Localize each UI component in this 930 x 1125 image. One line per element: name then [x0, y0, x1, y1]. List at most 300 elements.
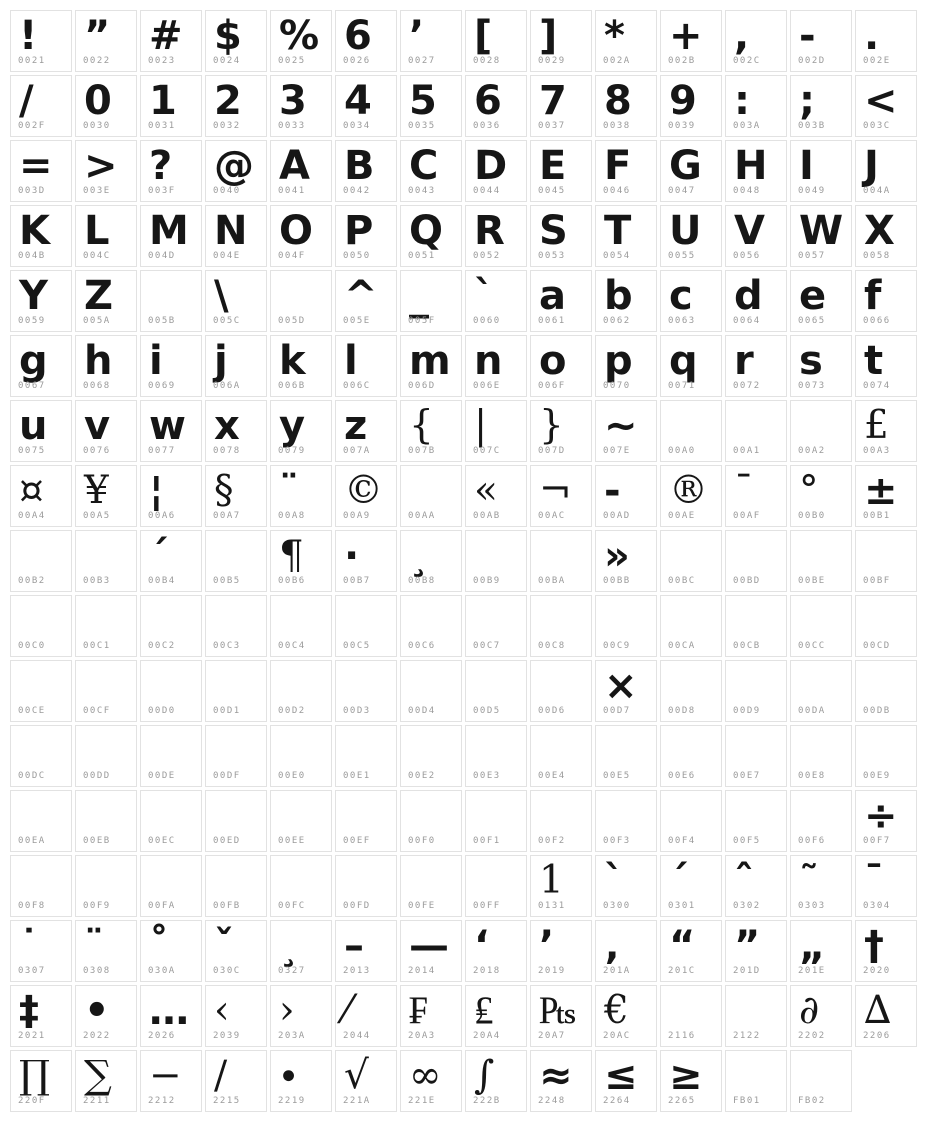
codepoint-label: 2212 [148, 1096, 176, 1106]
glyph-cell[interactable] [140, 985, 202, 1047]
glyph-cell[interactable] [530, 855, 592, 917]
glyph-cell[interactable] [400, 1050, 462, 1112]
glyph-cell[interactable] [75, 10, 137, 72]
glyph-cell[interactable] [465, 270, 527, 332]
glyph: * [604, 13, 624, 59]
glyph-cell[interactable] [205, 140, 267, 202]
codepoint-label: 2248 [538, 1096, 566, 1106]
glyph: 1 [149, 78, 176, 124]
glyph-cell[interactable] [335, 1050, 397, 1112]
glyph-cell[interactable] [205, 595, 267, 657]
glyph-cell[interactable] [855, 465, 917, 527]
glyph-cell[interactable] [530, 270, 592, 332]
glyph-cell[interactable] [205, 530, 267, 592]
glyph: 6 [474, 78, 501, 124]
glyph: % [279, 13, 319, 59]
glyph: 3 [279, 78, 306, 124]
glyph-cell[interactable] [855, 725, 917, 787]
glyph-cell[interactable] [595, 855, 657, 917]
glyph-cell[interactable] [725, 530, 787, 592]
glyph: q [669, 338, 697, 384]
glyph-cell[interactable] [335, 10, 397, 72]
glyph: ” [84, 13, 110, 59]
glyph-cell[interactable] [855, 595, 917, 657]
glyph-cell[interactable] [270, 855, 332, 917]
glyph-cell[interactable] [205, 465, 267, 527]
glyph-cell[interactable] [10, 1050, 72, 1112]
glyph-cell[interactable] [335, 140, 397, 202]
glyph-cell[interactable] [270, 595, 332, 657]
glyph-cell[interactable] [790, 75, 852, 137]
glyph-cell[interactable] [140, 140, 202, 202]
glyph-cell[interactable] [790, 725, 852, 787]
glyph: . [864, 13, 879, 59]
glyph-cell[interactable] [75, 335, 137, 397]
glyph-cell[interactable] [10, 400, 72, 462]
glyph-cell[interactable] [465, 400, 527, 462]
glyph-cell[interactable] [660, 465, 722, 527]
glyph-cell[interactable] [465, 790, 527, 852]
glyph-cell[interactable] [10, 725, 72, 787]
codepoint-label: 0051 [408, 251, 436, 261]
glyph-cell[interactable] [660, 595, 722, 657]
codepoint-label: 00DE [148, 771, 176, 781]
glyph-cell[interactable] [790, 595, 852, 657]
codepoint-label: 00CF [83, 706, 111, 716]
glyph-cell[interactable] [595, 985, 657, 1047]
glyph-cell[interactable] [205, 660, 267, 722]
glyph: ‘ [474, 923, 489, 969]
codepoint-label: 0327 [278, 966, 306, 976]
glyph-cell[interactable] [530, 400, 592, 462]
glyph-cell[interactable] [270, 75, 332, 137]
codepoint-label: 003D [18, 186, 46, 196]
glyph-cell[interactable] [335, 75, 397, 137]
codepoint-label: 0033 [278, 121, 306, 131]
glyph-cell[interactable] [75, 595, 137, 657]
glyph-cell[interactable] [725, 985, 787, 1047]
glyph-cell[interactable] [205, 790, 267, 852]
glyph-cell[interactable] [530, 465, 592, 527]
glyph-cell[interactable] [595, 400, 657, 462]
glyph-cell[interactable] [465, 205, 527, 267]
codepoint-label: 0303 [798, 901, 826, 911]
glyph-cell[interactable] [205, 1050, 267, 1112]
glyph-cell[interactable] [140, 400, 202, 462]
glyph-cell[interactable] [140, 855, 202, 917]
glyph-cell[interactable] [335, 920, 397, 982]
glyph-cell[interactable] [400, 595, 462, 657]
codepoint-label: 030A [148, 966, 176, 976]
glyph-cell[interactable] [660, 660, 722, 722]
glyph-cell[interactable] [855, 270, 917, 332]
glyph-cell[interactable] [270, 465, 332, 527]
glyph-cell[interactable] [270, 920, 332, 982]
glyph-cell[interactable] [725, 140, 787, 202]
glyph-cell[interactable] [530, 140, 592, 202]
glyph-cell[interactable] [855, 335, 917, 397]
glyph-cell[interactable] [595, 1050, 657, 1112]
glyph-cell[interactable] [400, 10, 462, 72]
glyph-cell[interactable] [75, 985, 137, 1047]
glyph-cell[interactable] [205, 725, 267, 787]
glyph-cell[interactable] [725, 465, 787, 527]
glyph: - [799, 13, 815, 59]
glyph-cell[interactable] [205, 205, 267, 267]
glyph-cell[interactable] [140, 10, 202, 72]
glyph-cell[interactable] [205, 10, 267, 72]
glyph-cell[interactable] [400, 790, 462, 852]
glyph: ∕ [214, 1053, 228, 1098]
glyph-cell[interactable] [205, 985, 267, 1047]
glyph-cell[interactable] [400, 335, 462, 397]
glyph-cell[interactable] [10, 140, 72, 202]
glyph-cell[interactable] [270, 725, 332, 787]
codepoint-label: 0046 [603, 186, 631, 196]
glyph-cell[interactable] [335, 855, 397, 917]
glyph: „ [799, 923, 825, 969]
glyph: z [344, 403, 367, 449]
glyph-cell[interactable] [465, 10, 527, 72]
glyph: @ [214, 143, 253, 189]
glyph-cell[interactable] [660, 920, 722, 982]
glyph-cell[interactable] [10, 790, 72, 852]
glyph-cell[interactable] [660, 1050, 722, 1112]
glyph-cell[interactable] [270, 1050, 332, 1112]
glyph-cell[interactable] [790, 790, 852, 852]
glyph-cell[interactable] [10, 855, 72, 917]
glyph-cell[interactable] [10, 75, 72, 137]
glyph-cell[interactable] [400, 465, 462, 527]
glyph-cell[interactable] [725, 270, 787, 332]
glyph-cell[interactable] [595, 205, 657, 267]
glyph-cell[interactable] [270, 140, 332, 202]
glyph-cell[interactable] [530, 1050, 592, 1112]
glyph-cell[interactable] [465, 1050, 527, 1112]
glyph-cell[interactable] [465, 595, 527, 657]
glyph-cell[interactable] [400, 140, 462, 202]
glyph-cell[interactable] [10, 465, 72, 527]
glyph-cell[interactable] [75, 75, 137, 137]
glyph-cell[interactable] [530, 205, 592, 267]
glyph-cell[interactable] [140, 270, 202, 332]
glyph-cell[interactable] [270, 530, 332, 592]
glyph-cell[interactable] [790, 465, 852, 527]
glyph-cell[interactable] [10, 335, 72, 397]
glyph-cell[interactable] [10, 920, 72, 982]
glyph-cell[interactable] [140, 725, 202, 787]
glyph-cell[interactable] [595, 335, 657, 397]
codepoint-label: FB02 [798, 1096, 826, 1106]
glyph-cell[interactable] [465, 465, 527, 527]
glyph-cell[interactable] [790, 205, 852, 267]
glyph-cell[interactable] [660, 335, 722, 397]
glyph-cell[interactable] [530, 335, 592, 397]
glyph-cell[interactable] [530, 660, 592, 722]
glyph-cell[interactable] [660, 10, 722, 72]
glyph-cell[interactable] [140, 465, 202, 527]
glyph-cell[interactable] [335, 400, 397, 462]
codepoint-label: 2014 [408, 966, 436, 976]
glyph: s [799, 338, 822, 384]
codepoint-label: 006A [213, 381, 241, 391]
glyph-cell[interactable] [725, 205, 787, 267]
glyph-cell[interactable] [140, 205, 202, 267]
glyph-cell[interactable] [465, 530, 527, 592]
glyph-cell[interactable] [595, 790, 657, 852]
glyph-cell[interactable] [725, 10, 787, 72]
glyph-cell[interactable] [270, 985, 332, 1047]
glyph-cell[interactable] [140, 660, 202, 722]
codepoint-label: 0052 [473, 251, 501, 261]
glyph-cell[interactable] [465, 75, 527, 137]
glyph-cell[interactable] [75, 140, 137, 202]
glyph: ’ [409, 13, 424, 59]
glyph-cell[interactable] [465, 920, 527, 982]
glyph-cell[interactable] [400, 530, 462, 592]
codepoint-label: 0025 [278, 56, 306, 66]
glyph-cell[interactable] [400, 985, 462, 1047]
glyph-cell[interactable] [725, 855, 787, 917]
glyph-cell[interactable] [595, 920, 657, 982]
codepoint-label: 2026 [148, 1031, 176, 1041]
glyph-cell[interactable] [660, 270, 722, 332]
glyph-cell[interactable] [75, 530, 137, 592]
codepoint-label: 005F [408, 316, 436, 326]
glyph-cell[interactable] [10, 10, 72, 72]
glyph: † [864, 923, 883, 969]
glyph-cell[interactable] [660, 725, 722, 787]
codepoint-label: 00E2 [408, 771, 436, 781]
codepoint-label: 002A [603, 56, 631, 66]
glyph: ` [604, 858, 623, 904]
glyph-cell[interactable] [10, 985, 72, 1047]
glyph-cell[interactable] [75, 1050, 137, 1112]
glyph-cell[interactable] [530, 595, 592, 657]
codepoint-label: 00B8 [408, 576, 436, 586]
glyph-cell[interactable] [595, 725, 657, 787]
glyph-cell[interactable] [75, 725, 137, 787]
glyph-cell[interactable] [725, 725, 787, 787]
glyph-cell[interactable] [660, 75, 722, 137]
glyph-cell[interactable] [660, 400, 722, 462]
glyph-cell[interactable] [335, 595, 397, 657]
glyph-cell[interactable] [465, 335, 527, 397]
glyph-cell[interactable] [855, 10, 917, 72]
glyph-cell[interactable] [270, 10, 332, 72]
glyph-cell[interactable] [270, 270, 332, 332]
glyph-cell[interactable] [335, 335, 397, 397]
glyph-cell[interactable] [725, 595, 787, 657]
glyph-cell[interactable] [205, 855, 267, 917]
glyph-cell[interactable] [855, 920, 917, 982]
glyph-cell[interactable] [790, 1050, 852, 1112]
glyph-cell[interactable] [725, 660, 787, 722]
glyph-cell[interactable] [530, 10, 592, 72]
glyph-cell[interactable] [790, 400, 852, 462]
glyph-cell[interactable] [790, 530, 852, 592]
codepoint-label: 00E0 [278, 771, 306, 781]
glyph-cell[interactable] [660, 985, 722, 1047]
glyph-cell[interactable] [335, 725, 397, 787]
codepoint-label: 00D3 [343, 706, 371, 716]
glyph-cell[interactable] [75, 465, 137, 527]
glyph-cell[interactable] [595, 530, 657, 592]
glyph-cell[interactable] [790, 920, 852, 982]
glyph-cell[interactable] [205, 920, 267, 982]
glyph-cell[interactable] [855, 530, 917, 592]
glyph-cell[interactable] [790, 335, 852, 397]
glyph: h [84, 338, 112, 384]
glyph-cell[interactable] [725, 335, 787, 397]
glyph-cell[interactable] [530, 920, 592, 982]
glyph-cell[interactable] [270, 335, 332, 397]
codepoint-label: 005D [278, 316, 306, 326]
glyph-cell[interactable] [725, 920, 787, 982]
codepoint-label: 003A [733, 121, 761, 131]
glyph-cell[interactable] [790, 985, 852, 1047]
glyph-cell[interactable] [660, 530, 722, 592]
glyph-cell[interactable] [140, 530, 202, 592]
glyph-cell[interactable] [530, 530, 592, 592]
glyph-cell[interactable] [855, 205, 917, 267]
glyph-cell[interactable] [530, 75, 592, 137]
glyph: « [474, 468, 498, 513]
glyph-cell[interactable] [855, 140, 917, 202]
glyph-cell[interactable] [400, 725, 462, 787]
glyph-cell[interactable] [400, 920, 462, 982]
codepoint-label: 00B4 [148, 576, 176, 586]
glyph-cell[interactable] [465, 855, 527, 917]
glyph-cell[interactable] [465, 725, 527, 787]
codepoint-label: 00CA [668, 641, 696, 651]
glyph-cell[interactable] [660, 790, 722, 852]
glyph-cell[interactable] [140, 75, 202, 137]
glyph-cell[interactable] [335, 205, 397, 267]
glyph-cell[interactable] [530, 985, 592, 1047]
glyph-cell[interactable] [465, 660, 527, 722]
glyph-cell[interactable] [855, 660, 917, 722]
glyph-cell[interactable] [10, 270, 72, 332]
glyph-cell[interactable] [205, 335, 267, 397]
glyph-cell[interactable] [400, 270, 462, 332]
codepoint-label: 0066 [863, 316, 891, 326]
glyph-cell[interactable] [140, 790, 202, 852]
glyph: ¯ [734, 468, 754, 513]
glyph-cell[interactable] [270, 660, 332, 722]
glyph-cell[interactable] [75, 920, 137, 982]
glyph-cell[interactable] [530, 790, 592, 852]
glyph-cell[interactable] [205, 75, 267, 137]
glyph-cell[interactable] [790, 140, 852, 202]
glyph-cell[interactable] [595, 75, 657, 137]
glyph-cell[interactable] [725, 75, 787, 137]
glyph-cell[interactable] [660, 855, 722, 917]
glyph-cell[interactable] [465, 140, 527, 202]
codepoint-label: 00EA [18, 836, 46, 846]
glyph-cell[interactable] [725, 790, 787, 852]
glyph-cell[interactable] [140, 335, 202, 397]
codepoint-label: 0023 [148, 56, 176, 66]
glyph-cell[interactable] [400, 400, 462, 462]
glyph-cell[interactable] [855, 985, 917, 1047]
glyph-cell[interactable] [270, 400, 332, 462]
glyph-cell[interactable] [10, 205, 72, 267]
glyph-cell[interactable] [140, 1050, 202, 1112]
glyph-cell[interactable] [335, 530, 397, 592]
glyph-cell[interactable] [140, 920, 202, 982]
glyph-cell[interactable] [855, 75, 917, 137]
glyph-cell[interactable] [75, 205, 137, 267]
codepoint-label: 00F2 [538, 836, 566, 846]
codepoint-label: 004D [148, 251, 176, 261]
glyph-cell[interactable] [400, 205, 462, 267]
glyph-cell[interactable] [335, 465, 397, 527]
glyph-cell[interactable] [855, 855, 917, 917]
glyph-cell[interactable] [140, 595, 202, 657]
glyph-cell[interactable] [725, 400, 787, 462]
codepoint-label: 004B [18, 251, 46, 261]
glyph-cell[interactable] [400, 660, 462, 722]
glyph-cell[interactable] [725, 1050, 787, 1112]
glyph-cell[interactable] [595, 140, 657, 202]
glyph: j [214, 338, 227, 384]
glyph-cell[interactable] [595, 465, 657, 527]
glyph-cell[interactable] [10, 530, 72, 592]
glyph-cell[interactable] [790, 10, 852, 72]
glyph-cell[interactable] [400, 75, 462, 137]
glyph-cell[interactable] [270, 205, 332, 267]
glyph: © [344, 468, 383, 513]
glyph-cell[interactable] [75, 855, 137, 917]
glyph-cell[interactable] [790, 660, 852, 722]
codepoint-label: 030C [213, 966, 241, 976]
glyph-cell[interactable] [335, 985, 397, 1047]
glyph: ¬ [539, 468, 572, 513]
glyph-cell[interactable] [75, 270, 137, 332]
glyph-cell[interactable] [205, 270, 267, 332]
glyph-cell[interactable] [595, 10, 657, 72]
glyph-cell[interactable] [790, 270, 852, 332]
glyph-cell[interactable] [595, 595, 657, 657]
glyph-cell[interactable] [75, 790, 137, 852]
glyph-cell[interactable] [75, 660, 137, 722]
glyph-cell[interactable] [465, 985, 527, 1047]
glyph-cell[interactable] [75, 400, 137, 462]
glyph-cell[interactable] [530, 725, 592, 787]
glyph-cell[interactable] [335, 660, 397, 722]
glyph: - [604, 468, 620, 514]
glyph-cell[interactable] [855, 790, 917, 852]
glyph-cell[interactable] [10, 595, 72, 657]
glyph-cell[interactable] [660, 140, 722, 202]
glyph-cell[interactable] [790, 855, 852, 917]
glyph-cell[interactable] [10, 660, 72, 722]
glyph-cell[interactable] [335, 270, 397, 332]
glyph-cell[interactable] [335, 790, 397, 852]
glyph-cell[interactable] [595, 660, 657, 722]
glyph-cell[interactable] [660, 205, 722, 267]
glyph-cell[interactable] [400, 855, 462, 917]
glyph-cell[interactable] [205, 400, 267, 462]
codepoint-label: 006D [408, 381, 436, 391]
codepoint-label: 007B [408, 446, 436, 456]
glyph-cell[interactable] [595, 270, 657, 332]
glyph: i [149, 338, 162, 384]
glyph-cell[interactable] [855, 400, 917, 462]
codepoint-label: 0074 [863, 381, 891, 391]
glyph-cell[interactable] [270, 790, 332, 852]
